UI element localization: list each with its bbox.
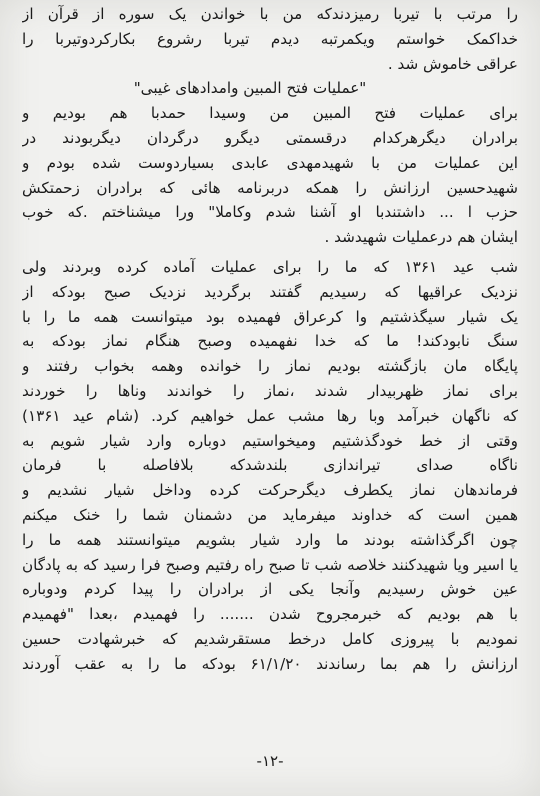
text-line: حزب ا ... داشتندبا او آشنا شدم وکاملا" ورا میشناختم .که خوب <box>22 203 518 222</box>
text-line: یک شیار سیگذشتیم وا کرعراق فهمیده بود میتوانست همه ما را با <box>22 307 518 326</box>
text-line: ارزانش را هم بما رساندند ۶۱/۱/۲۰ بودکه ما را به عقب آوردند <box>22 654 518 673</box>
text-line: وقتی از خط خودگذشتیم ومیخواستیم دوباره وارد شیار شویم به <box>22 431 518 450</box>
text-line: ایشان هم درعملیات شهیدشد . <box>324 228 518 247</box>
text-line: نمودیم با پیروزی کامل درخط مستقرشدیم که خبرشهادت حسین <box>22 629 518 648</box>
text-line: این عملیات من با شهیدمهدی عابدی بسیاردوست شده بودم و <box>22 153 518 172</box>
text-line: را مرتب با تیربا رمیزدندکه من با خواندن یک سوره از قرآن از <box>22 5 518 23</box>
text-line: شب عید ۱۳۶۱ که ما را برای عملیات آماده کرده وبردند ولی <box>22 257 518 276</box>
text-line: سنگ نابودکند! ما که خدا نفهمیده وصبح هنگام نماز بودکه به <box>22 332 518 351</box>
text-line: برای نماز ظهربیدار شدند ،نماز را خواندند وناها را خوردند <box>22 381 518 400</box>
text-line: شهیدحسین ارزانش را همکه دربرنامه هائی که برادران زحمتکش <box>22 178 518 197</box>
text-line: عراقی خاموش شد . <box>387 54 518 73</box>
text-line: چون اگرگذاشته بودند ما وارد شیار بشویم میتوانستند همه ما را <box>22 530 518 549</box>
text-line: برادران دیگرهرکدام درقسمتی دیگرو درگردان دیگربودند در <box>22 128 518 147</box>
text-line: که ناگهان خبرآمد وبا رها مشب عمل خواهیم کرد. (شام عید ۱۳۶۱) <box>22 406 518 425</box>
text-line: با هم بودیم که خبرمجروح شدن ....... را فهمیدم ،بعدا "فهمیدم <box>22 605 518 624</box>
text-line: ناگاه صدای تیراندازی بلندشدکه بلافاصله با فرمان <box>22 456 518 475</box>
page-text <box>22 2 518 677</box>
text-line: نزدیک عراقیها که رسیدیم گفتند برگردید نزدیک صبح بودکه از <box>22 282 518 301</box>
text-line: همین است که خداوند میفرماید من دشمنان شما را خنک میکنم <box>22 505 518 524</box>
text-line: پایگاه مان بازگشته بودیم نماز را خوانده وهمه بخواب رفتند و <box>22 357 518 376</box>
text-line: عین خوش رسیدیم وآنجا یکی از برادران را پیدا کردم ودوباره <box>22 580 518 599</box>
text-line: خداکمک خواستم ویکمرتبه دیدم تیربا رشروع بکارکردوتیربا را <box>22 29 518 48</box>
page-number: -۱۲- <box>256 752 284 770</box>
text-line: برای عملیات فتح المبین من وسیدا حمدبا هم بودیم و <box>22 104 518 123</box>
text-line: فرماندهان نماز یکطرف دیگرحرکت کرده وداخل شیار نشدیم و <box>22 481 518 500</box>
section-heading: "عملیات فتح المبین وامدادهای غیبی" <box>133 79 367 98</box>
text-line: یا اسیر ویا شهیدکنند خلاصه شب تا صبح راه رفتیم وصبح فرا رسید که به پادگان <box>22 555 518 574</box>
